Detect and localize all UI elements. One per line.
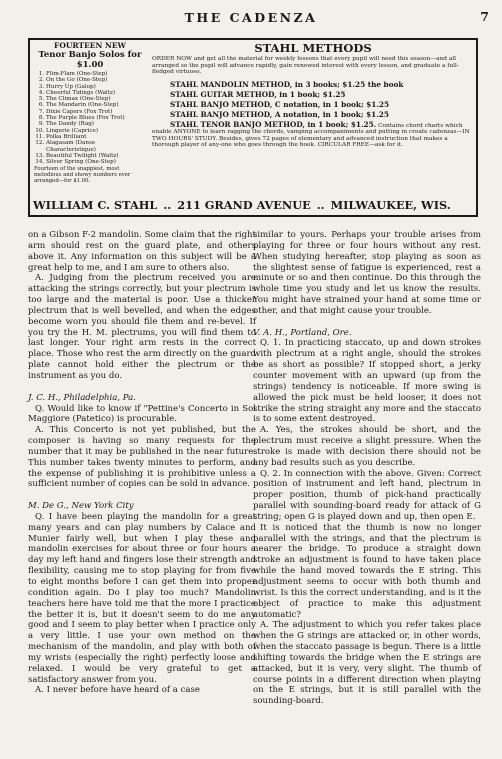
article-paragraph: similar to yours. Perhaps your trouble arises from playing for three or four hours without any rest. When studying hereafter, stop playing as soon as the slightest sense of fatigue is experienced, rest a minute or so and then continue. Do this through the whole time you study and let us know the results. You might have strained your hand at some time or other, and that might cause your trouble. <box>253 230 481 316</box>
publisher-name: WILLIAM C. STAHL <box>33 198 158 212</box>
correspondent-signature: M. De G., New York City <box>28 501 134 512</box>
solos-heading: FOURTEEN NEW <box>54 41 126 50</box>
stahl-advertisement <box>28 38 478 217</box>
tenor-method-line: STAHL TENOR BANJO METHOD, in 1 book; $1.25. <box>170 119 377 129</box>
page-number: 7 <box>480 9 489 24</box>
publisher-address <box>33 199 473 212</box>
methods-title: STAHL METHODS <box>254 41 372 55</box>
method-line: STAHL GUITAR METHOD, in 1 book; $1.25 <box>170 89 346 99</box>
methods-intro: ORDER NOW and get all the material for weekly lessons that every pupil will need this season—and all arranged so the pupil will advance rapidly, gain renewed interest with every lesson, and graduate a full-fledged virtuoso. <box>152 56 459 75</box>
question-paragraph: Q. 2. In connection with the above. Given: Correct position of instrument and left hand, plectrum in proper position, thumb of pick-hand practically parallel with sounding-board ready for attack of G string; open G is played down and up, then open E. <box>253 468 481 522</box>
list-item: 4. Cheerful Tidings (Waltz) <box>46 90 146 96</box>
answer-paragraph: A. The adjustment to which you refer takes place when the G strings are attacked or, in other words, when the staccato passage is begun. There is a little shifting towards the bridge when the E strings are attacked, but it is very, very slight. The thumb of course points in a different direction when playing on the E strings, but it is still parallel with the sounding-board. <box>253 620 481 707</box>
method-line: STAHL MANDOLIN METHOD, in 3 books; $1.25 the book <box>170 79 404 89</box>
list-item: 2. On the Go (One-Step) <box>46 77 146 83</box>
question-paragraph: Q. Would like to know if "Pettine's Concerto in Sol Maggiore (Patetico) is procurable. <box>28 403 256 425</box>
answer-paragraph: A. I never before have heard of a case <box>35 685 200 696</box>
separator: .. <box>316 198 325 212</box>
question-paragraph: Q. I have been playing the mandolin for a great many years and can play numbers by Calace and Munier fairly well, but when I play these and mandolin exercises for about three or four hours a day my left hand and fingers lose their strength and flexibility, causing me to stop playing for from five to eight months before I can get them into proper condition again. Do I play too much? Mandolin teachers here have told me that the more I practice the better it is, but it doesn't seem to do me any good and I seem to play better when I practice only a very little. I use your own method on the mechanism of the mandolin, and play with both of my wrists (especially the right) perfectly loose and relaxed. I would be very grateful to get a satisfactory answer from you. <box>28 511 256 685</box>
question-paragraph: Q. 1. In practicing staccato, up and down strokes with plectrum at a right angle, should the strokes be as short as possible? If stopped short, a jerky counter movement with an upward (up from the strings) tendency is noticeable. If more swing is allowed the pick must be held looser, it does not strike the string straight any more and the staccato is to some extent destroyed. <box>253 338 481 425</box>
answer-paragraph: A. This Concerto is not yet published, but the composer is having so many requests for the number that it may be published in the near future. This number takes twenty minutes to perform, and the expense of publishing it is prohibitive unless a sufficient number of copies can be sold in advance. <box>28 425 256 490</box>
list-item: 11. Polka Brilliant <box>46 134 146 140</box>
answer-paragraph: A. Judging from the plectrum received you are attacking the strings correctly, but your plectrum is too large and the material is poor. Use a thicker plectrum that is well bevelled, and when the edges become worn you should file them and re-bevel. If you try the H. M. plectrums, you will find them to last longer. Your right arm rests in the correct place. Those who rest the arm directly on the guard plate cannot hold either the plectrum or the instrument as you do. <box>28 273 256 381</box>
method-line: STAHL BANJO METHOD, A notation, in 1 book; $1.25 <box>170 109 389 119</box>
correspondent-signature: J. C. H., Philadelphia, Pa. <box>28 392 136 403</box>
list-item: 9. The Dandy (Rag) <box>46 121 146 127</box>
list-item: 7. Dixie Capers (Fox Trot) <box>46 109 146 115</box>
article-paragraph: It is noticed that the thumb is now no longer parallel with the strings, and that the plectrum is nearer the bridge. To produce a straight down stroke an adjustment is found to have taken place while the hand moved towards the E string. This adjustment seems to occur with both thumb and wrist. Is this the correct understanding, and is it the object of practice to make this adjustment automatic? <box>253 522 481 620</box>
list-item: 8. The Purple Blues (Fox Trot) <box>46 115 146 121</box>
separator: .. <box>163 198 172 212</box>
article-left-column <box>28 230 256 696</box>
solos-subheading: Tenor Banjo Solos for $1.00 <box>38 50 142 70</box>
article-paragraph: on a Gibson F-2 mandolin. Some claim that the right arm should rest on the guard plate, and others above it. Any information on this subject will be a great help to me, and I am sure to others also. <box>28 230 256 273</box>
list-item: 1. Flim-Flam (One-Step) <box>46 71 146 77</box>
list-item: 5. The Climax (One-Step) <box>46 96 146 102</box>
list-item: 14. Silver Spring (One-Step) <box>46 159 146 165</box>
list-item: 12. Alagasam (Danse Characteristique) <box>46 140 146 153</box>
tenor-banjo-solos-box <box>34 42 146 184</box>
tenor-method-description: Contains chord charts which enable ANYONE to learn ragging the chords, vamping accompaniments and putting in create cadenzas—IN TWO HOURS' STUDY. Besides, gives 72 pages of elementary and advanced instruction that makes a thorough player of any-one who goes through the book. CIRCULAR FREE—ask for it. <box>152 122 470 149</box>
solos-note: Fourteen of the snappiest, most melodious and showy numbers ever arranged—for $1.00. <box>34 166 131 185</box>
solos-list <box>34 71 146 165</box>
list-item: 10. Lingerie (Caprice) <box>46 128 146 134</box>
list-item: 13. Beautiful Twilight (Waltz) <box>46 153 146 159</box>
article-right-column <box>253 230 481 707</box>
tenor-method-paragraph <box>152 120 474 149</box>
publisher-street: 211 GRAND AVENUE <box>177 198 311 212</box>
running-head: THE CADENZA <box>184 10 318 25</box>
correspondent-signature: V. A. H., Portland, Ore. <box>253 327 352 338</box>
method-line: STAHL BANJO METHOD, C notation, in 1 book; $1.25 <box>170 99 390 109</box>
list-item: 3. Hurry Up (Galop) <box>46 84 146 90</box>
list-item: 6. The Mandarin (One-Step) <box>46 102 146 108</box>
answer-paragraph: A. Yes, the strokes should be short, and the plectrum must receive a slight pressure. When the stroke is made with decision there should not be any bad results such as you describe. <box>253 425 481 468</box>
stahl-methods-box <box>152 42 474 149</box>
publisher-city: MILWAUKEE, WIS. <box>330 198 451 212</box>
